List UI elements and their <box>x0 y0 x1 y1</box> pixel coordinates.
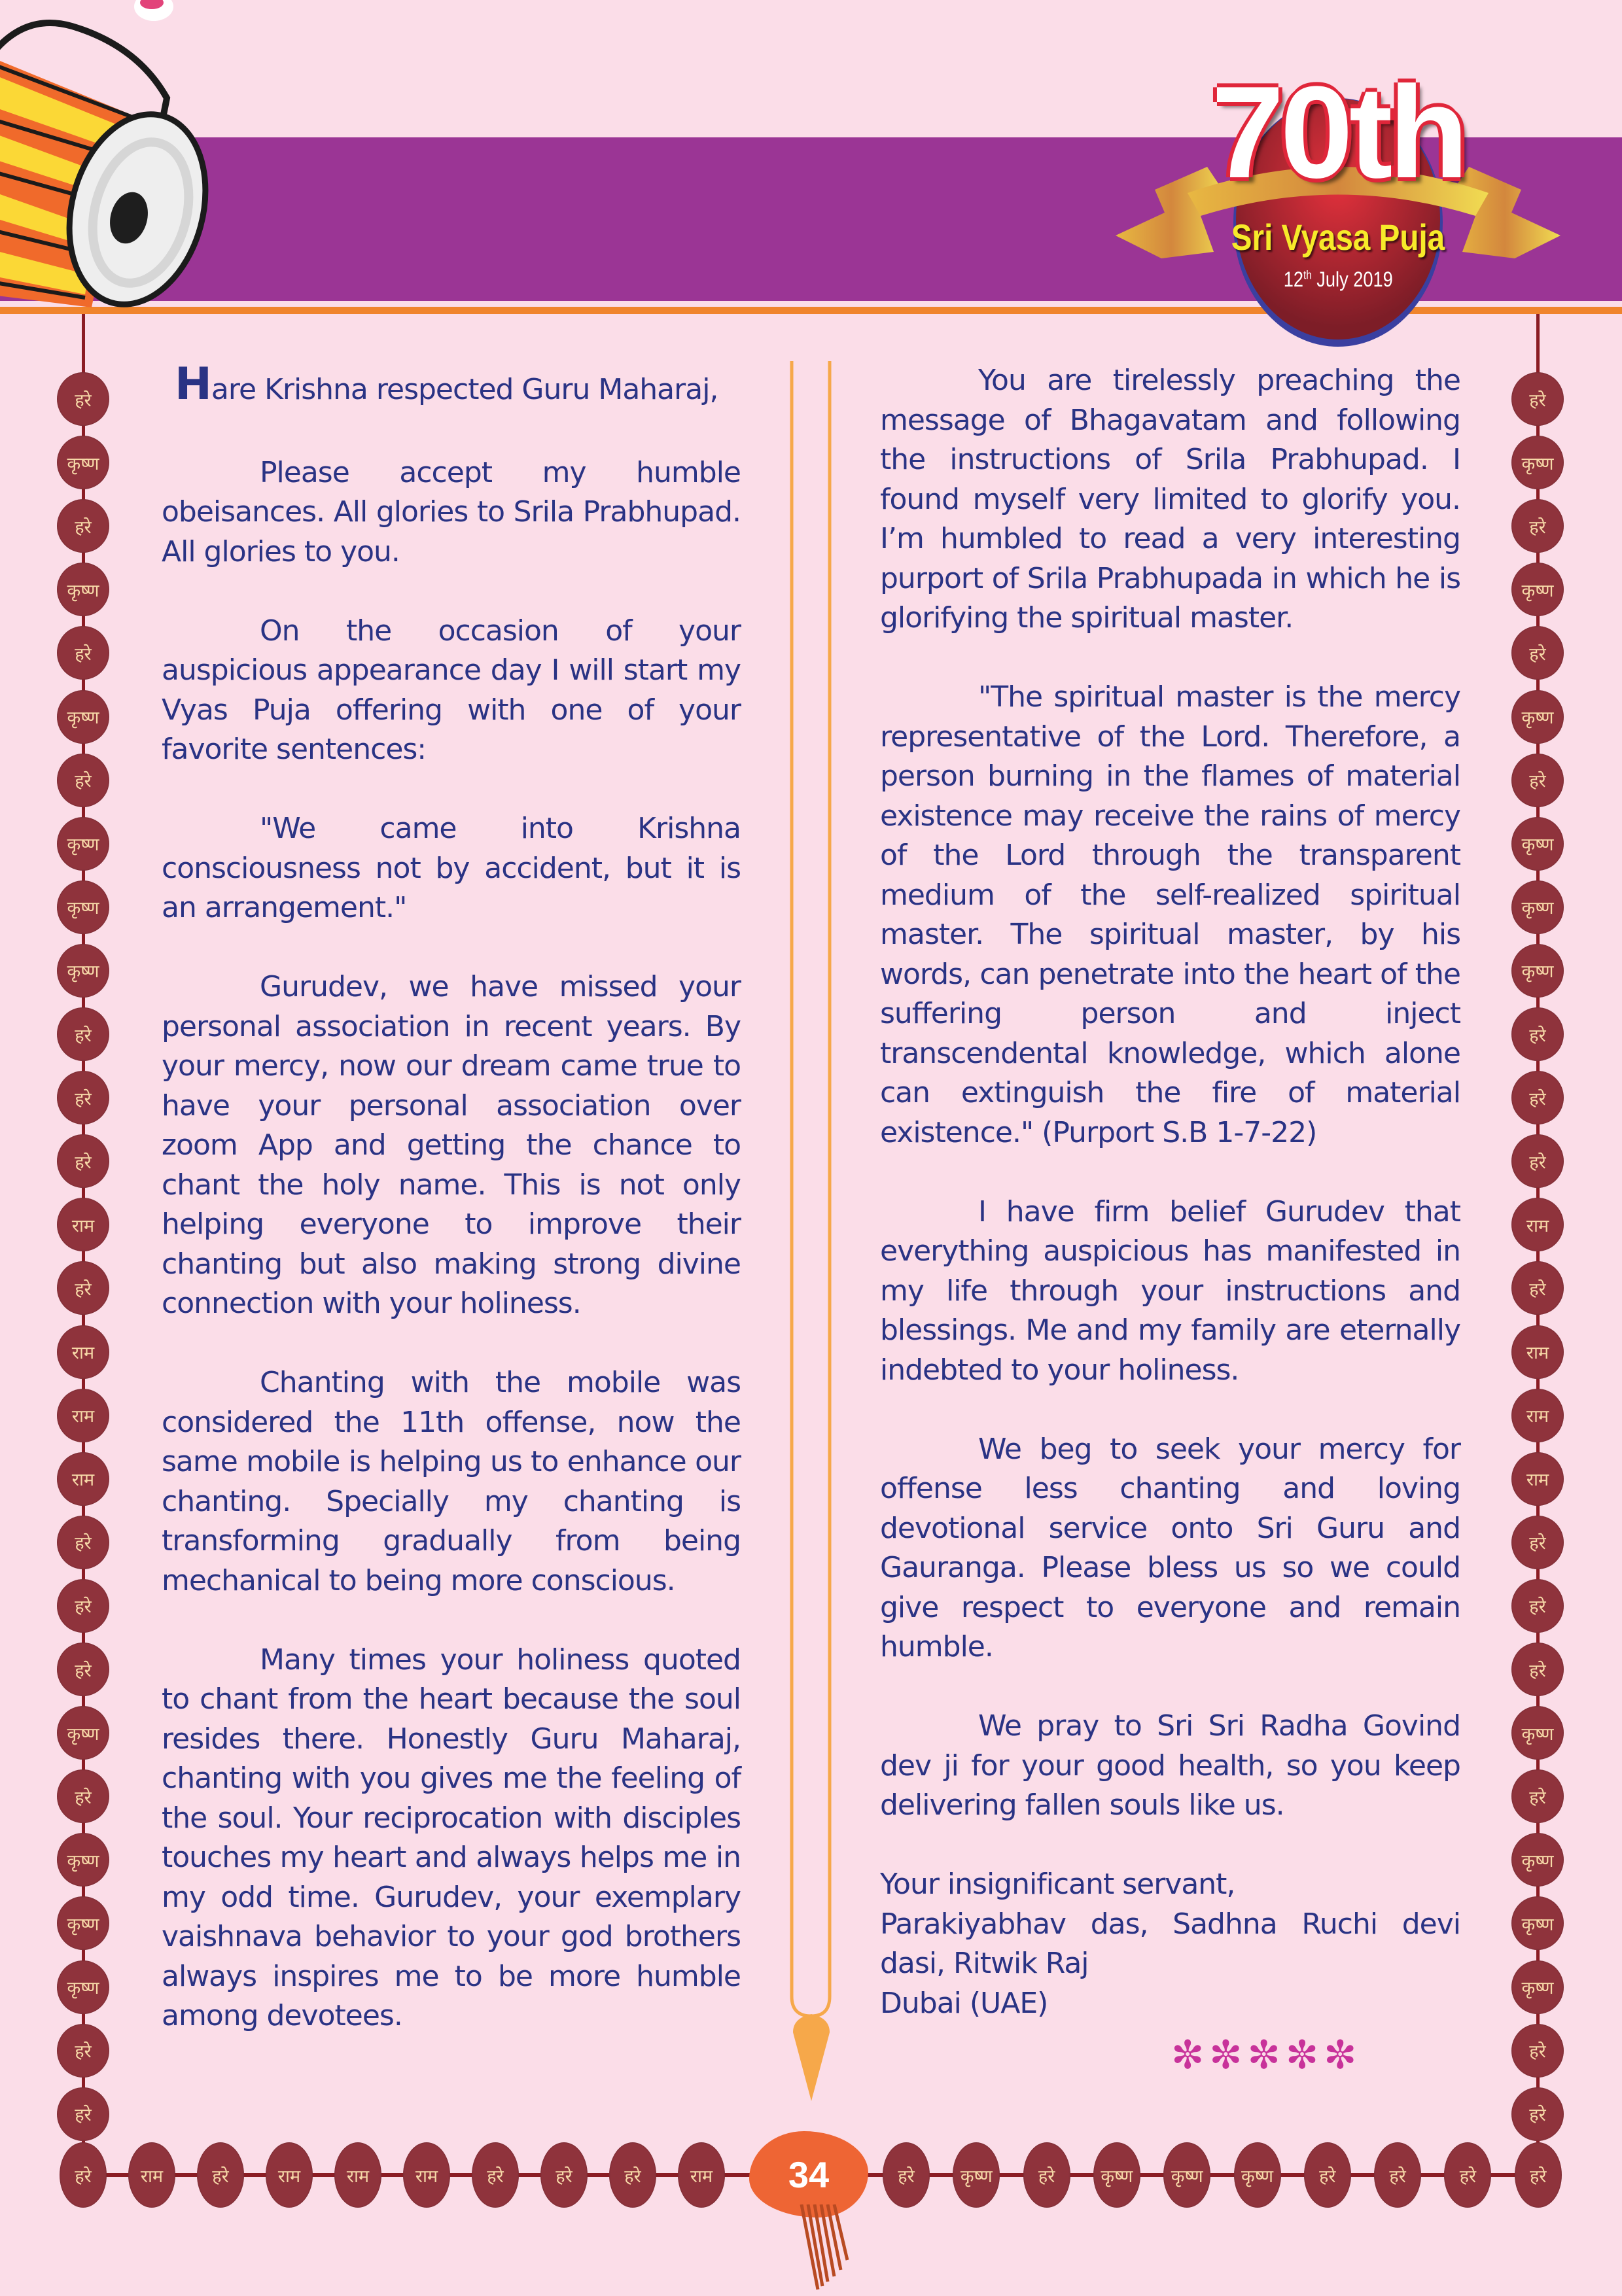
mantra-bead-label: कृष्ण <box>67 580 99 601</box>
mantra-bead <box>1511 1389 1564 1442</box>
mantra-bead-label: हरे <box>1529 517 1546 538</box>
mantra-bead-label: कृष्ण <box>67 1724 99 1745</box>
mantra-bead <box>57 2087 109 2141</box>
mantra-bead-label: हरे <box>1389 2166 1406 2187</box>
mantra-bead <box>1511 2024 1564 2078</box>
mantra-bead-label: राम <box>71 1470 95 1491</box>
mantra-bead-label: हरे <box>75 1152 92 1173</box>
mantra-bead <box>1444 2142 1491 2208</box>
quote-paragraph: "The spiritual master is the mercy representative of the Lord. Therefore, a person burning in the flames of material existence may receive the rains of mercy of the Lord through the transparent medium of the self-realized spiritual master. The spiritual master, by his words, can penetrate into the heart of the suffering person and inject transcendental knowledge, which alone can extinguish the fire of material existence." (Purport S.B 1-7-22) <box>880 680 1460 1149</box>
badge-date-day: 12 <box>1283 268 1303 291</box>
mantra-bead <box>1023 2142 1070 2208</box>
mantra-bead <box>1511 1198 1564 1251</box>
mantra-bead <box>1511 626 1564 680</box>
mantra-bead-label: कृष्ण <box>960 2166 993 2187</box>
mantra-bead <box>540 2142 588 2208</box>
mridanga-drum-illustration <box>0 0 209 327</box>
paragraph: We beg to seek your mercy for offense less chanting and loving devotional service onto Sri Guru and Gauranga. Please bless us so we could give respect to everyone and remain humble. <box>880 1432 1460 1663</box>
mantra-bead <box>1374 2142 1421 2208</box>
badge-date <box>1283 266 1392 293</box>
mantra-bead-label: कृष्ण <box>1101 2166 1133 2187</box>
column-divider-pendant <box>779 361 851 2101</box>
mantra-bead-label: हरे <box>898 2166 915 2187</box>
signature-block <box>880 1865 1460 2079</box>
mantra-bead <box>57 2024 109 2078</box>
badge-anniversary-number: 70th <box>1211 60 1465 205</box>
mantra-bead-label: हरे <box>1319 2166 1336 2187</box>
mantra-bead <box>57 499 109 553</box>
mantra-bead <box>57 1516 109 1569</box>
mantra-bead <box>128 2142 175 2208</box>
mantra-bead <box>1511 499 1564 553</box>
mantra-bead-label: कृष्ण <box>67 962 99 983</box>
paragraph: Please accept my humble obeisances. All glories to Srila Prabhupad. All glories to you. <box>162 455 741 568</box>
salutation-text: are Krishna respected Guru Maharaj, <box>211 373 718 406</box>
paragraph: Chanting with the mobile was considered the 11th offense, now the same mobile is helping us to enhance our chanting. Specially my chanting is transforming gradually from being mechanical to being more conscious. <box>162 1366 741 1597</box>
mantra-bead <box>1511 690 1564 744</box>
mantra-bead-label: कृष्ण <box>67 898 99 919</box>
mantra-bead <box>57 1325 109 1379</box>
mantra-bead <box>1511 1896 1564 1950</box>
mantra-bead-label: हरे <box>1529 1279 1546 1300</box>
page-number: 34 <box>749 2131 868 2218</box>
mantra-bead-label: हरे <box>1529 2105 1546 2126</box>
mantra-bead-label: राम <box>71 1406 95 1427</box>
anniversary-badge <box>1109 62 1567 350</box>
mantra-bead <box>57 1198 109 1251</box>
mantra-bead <box>883 2142 930 2208</box>
mantra-bead <box>334 2142 381 2208</box>
mantra-bead-label: राम <box>690 2166 713 2187</box>
paragraph: We pray to Sri Sri Radha Govind dev ji for your good health, so you keep delivering fallen souls like us. <box>880 1709 1460 1822</box>
mantra-bead-label: राम <box>1526 1343 1549 1363</box>
mantra-bead-label: कृष्ण <box>1521 1851 1554 1871</box>
mantra-bead-label: हरे <box>1529 1660 1546 1681</box>
quote-paragraph: "We came into Krishna consciousness not by accident, but it is an arrangement." <box>162 812 741 924</box>
mantra-bead-label: राम <box>415 2166 438 2187</box>
mantra-bead-label: राम <box>140 2166 164 2187</box>
mantra-bead-label: हरे <box>1529 1787 1546 1808</box>
salutation <box>162 358 741 413</box>
mantra-bead <box>1304 2142 1351 2208</box>
mantra-bead <box>1511 1769 1564 1823</box>
mantra-bead <box>1511 1706 1564 1760</box>
star-ornament: ✼✼✼✼✼ <box>1171 2032 1362 2078</box>
mantra-bead <box>1515 2142 1562 2208</box>
mantra-bead <box>60 2142 107 2208</box>
mantra-bead-label: हरे <box>75 2042 92 2062</box>
badge-date-month-year: July 2019 <box>1316 268 1393 291</box>
mantra-bead-label: हरे <box>555 2166 573 2187</box>
mantra-bead <box>1511 1516 1564 1569</box>
mantra-bead-label: राम <box>346 2166 370 2187</box>
mantra-bead-label: हरे <box>487 2166 504 2187</box>
mantra-bead-label: कृष्ण <box>67 1978 99 1998</box>
mantra-bead-label: हरे <box>75 2166 92 2187</box>
mantra-bead <box>1511 1579 1564 1633</box>
mantra-bead <box>609 2142 656 2208</box>
tassel-decoration <box>788 2204 854 2296</box>
mantra-bead <box>678 2142 725 2208</box>
mantra-bead-label: हरे <box>1529 1025 1546 1046</box>
mantra-bead-label: कृष्ण <box>67 1914 99 1935</box>
location: Dubai (UAE) <box>880 1986 1048 2020</box>
mantra-bead-label: हरे <box>75 1660 92 1681</box>
mantra-bead-label: हरे <box>212 2166 229 2187</box>
mantra-bead-label: हरे <box>1038 2166 1055 2187</box>
mantra-bead <box>57 1389 109 1442</box>
mantra-bead <box>57 372 109 426</box>
mantra-bead-label: कृष्ण <box>67 835 99 856</box>
mantra-bead-label: राम <box>1526 1470 1549 1491</box>
mantra-bead <box>953 2142 1000 2208</box>
mantra-bead <box>57 1134 109 1188</box>
mantra-bead-label: कृष्ण <box>67 1851 99 1871</box>
mantra-bead-label: हरे <box>75 1279 92 1300</box>
mantra-bead <box>57 690 109 744</box>
mantra-bead <box>1511 2087 1564 2141</box>
mantra-bead-label: कृष्ण <box>1521 1978 1554 1998</box>
mantra-bead <box>57 1706 109 1760</box>
mantra-bead <box>57 1579 109 1633</box>
mantra-bead-label: हरे <box>1529 771 1546 792</box>
mantra-bead <box>57 817 109 871</box>
star-ornament-row <box>880 2032 1460 2079</box>
mantra-bead <box>1093 2142 1140 2208</box>
mantra-bead <box>57 1452 109 1506</box>
mantra-bead <box>1511 1134 1564 1188</box>
letter-column-left <box>162 358 741 2076</box>
mantra-bead-label: हरे <box>1529 1088 1546 1109</box>
mantra-bead-label: हरे <box>1529 1152 1546 1173</box>
paragraph: Many times your holiness quoted to chant from the heart because the soul resides there. Honestly Guru Maharaj, chanting with you gives me the feeling of the soul. Your reciprocation with disciples touches my heart and always helps me in my odd time. Gurudev, your exemplary vaishnava behavior to your god brothers always inspires me to be more humble among devotees. <box>162 1643 741 2032</box>
mantra-bead-label: राम <box>1526 1215 1549 1236</box>
mantra-bead-label: हरे <box>75 2105 92 2126</box>
mantra-bead-label: हरे <box>75 1787 92 1808</box>
paragraph: You are tirelessly preaching the message of Bhagavatam and following the instructions of Srila Prabhupad. I found myself very limited to glorify you. I’m humbled to read a very interesting purport of Srila Prabhupada in which he is glorifying the spiritual master. <box>880 364 1460 635</box>
mantra-bead <box>57 1007 109 1061</box>
mantra-bead-label: कृष्ण <box>67 708 99 728</box>
mantra-bead <box>472 2142 519 2208</box>
mantra-bead <box>1511 754 1564 807</box>
paragraph: I have firm belief Gurudev that everything auspicious has manifested in my life through your instructions and blessings. Me and my family are eternally indebted to your holiness. <box>880 1194 1460 1387</box>
mantra-bead <box>1511 1452 1564 1506</box>
mantra-bead <box>1511 1071 1564 1124</box>
paragraph: Gurudev, we have missed your personal association in recent years. By your mercy, now our dream came true to have your personal association over zoom App and getting the chance to chant the holy name. This is not only helping everyone to improve their chanting but also making strong divine connection with your holiness. <box>162 970 741 1320</box>
mantra-bead <box>1163 2142 1210 2208</box>
mantra-bead <box>57 1769 109 1823</box>
mantra-bead-label: हरे <box>1529 1533 1546 1554</box>
mantra-bead <box>57 1896 109 1950</box>
mantra-bead-label: हरे <box>75 1597 92 1618</box>
mantra-bead <box>57 436 109 489</box>
mantra-bead-label: राम <box>1526 1406 1549 1427</box>
mantra-bead-label: कृष्ण <box>1521 580 1554 601</box>
mantra-bead-label: कृष्ण <box>1521 898 1554 919</box>
mantra-bead <box>197 2142 244 2208</box>
mantra-bead <box>1511 880 1564 934</box>
mantra-bead <box>1511 944 1564 998</box>
mantra-bead-label: कृष्ण <box>1241 2166 1273 2187</box>
mantra-bead-label: हरे <box>1529 644 1546 665</box>
mantra-bead <box>57 1833 109 1887</box>
mantra-bead <box>57 754 109 807</box>
mantra-bead-label: कृष्ण <box>1521 708 1554 728</box>
badge-text-stack <box>1174 62 1502 293</box>
mantra-bead-label: कृष्ण <box>1521 962 1554 983</box>
mantra-bead-label: हरे <box>1529 2166 1547 2187</box>
mantra-bead <box>1511 1261 1564 1315</box>
mantra-bead <box>1511 1960 1564 2014</box>
mantra-bead-label: हरे <box>75 1025 92 1046</box>
letter-column-right <box>880 361 1460 2119</box>
mantra-bead-label: हरे <box>75 390 92 411</box>
mantra-bead <box>1511 436 1564 489</box>
mantra-bead-label: कृष्ण <box>1521 1914 1554 1935</box>
mantra-bead-label: हरे <box>1529 2042 1546 2062</box>
mantra-bead <box>57 944 109 998</box>
mantra-bead-label: हरे <box>75 1088 92 1109</box>
mantra-bead-label: हरे <box>75 644 92 665</box>
mantra-bead <box>57 1643 109 1696</box>
mantra-bead-label: हरे <box>75 517 92 538</box>
mantra-bead <box>57 880 109 934</box>
mantra-bead <box>57 1960 109 2014</box>
mantra-bead-label: राम <box>71 1343 95 1363</box>
mantra-bead <box>1511 1643 1564 1696</box>
mantra-bead <box>57 1071 109 1124</box>
mantra-bead <box>57 1261 109 1315</box>
drop-cap: H <box>175 358 211 410</box>
mantra-bead-label: कृष्ण <box>1521 453 1554 474</box>
badge-date-suffix: th <box>1303 268 1312 282</box>
paragraph: On the occasion of your auspicious appearance day I will start my Vyas Puja offering with one of your favorite sentences: <box>162 614 741 766</box>
mantra-bead <box>57 563 109 616</box>
mantra-bead <box>403 2142 450 2208</box>
mantra-bead <box>266 2142 313 2208</box>
signature-names: Parakiyabhav das, Sadhna Ruchi devi dasi, Ritwik Raj <box>880 1907 1460 1980</box>
mantra-bead <box>1511 1833 1564 1887</box>
mantra-bead-label: हरे <box>75 771 92 792</box>
mantra-bead <box>57 626 109 680</box>
mantra-bead-label: हरे <box>1459 2166 1477 2187</box>
mantra-bead-label: कृष्ण <box>67 453 99 474</box>
mantra-bead-label: हरे <box>1529 390 1546 411</box>
mantra-bead-label: राम <box>71 1215 95 1236</box>
mantra-bead-label: हरे <box>1529 1597 1546 1618</box>
mantra-bead-label: राम <box>277 2166 301 2187</box>
mantra-bead <box>1511 563 1564 616</box>
mantra-bead <box>1234 2142 1281 2208</box>
closing: Your insignificant servant, <box>880 1868 1235 1901</box>
badge-event-title: Sri Vyasa Puja <box>1231 217 1445 258</box>
mantra-bead-label: हरे <box>624 2166 641 2187</box>
mantra-bead <box>1511 1325 1564 1379</box>
mantra-bead-label: कृष्ण <box>1521 1724 1554 1745</box>
mantra-bead-label: हरे <box>75 1533 92 1554</box>
mantra-bead-label: कृष्ण <box>1521 835 1554 856</box>
mantra-bead <box>1511 1007 1564 1061</box>
mantra-bead-label: कृष्ण <box>1171 2166 1203 2187</box>
mantra-bead <box>1511 372 1564 426</box>
mantra-bead <box>1511 817 1564 871</box>
